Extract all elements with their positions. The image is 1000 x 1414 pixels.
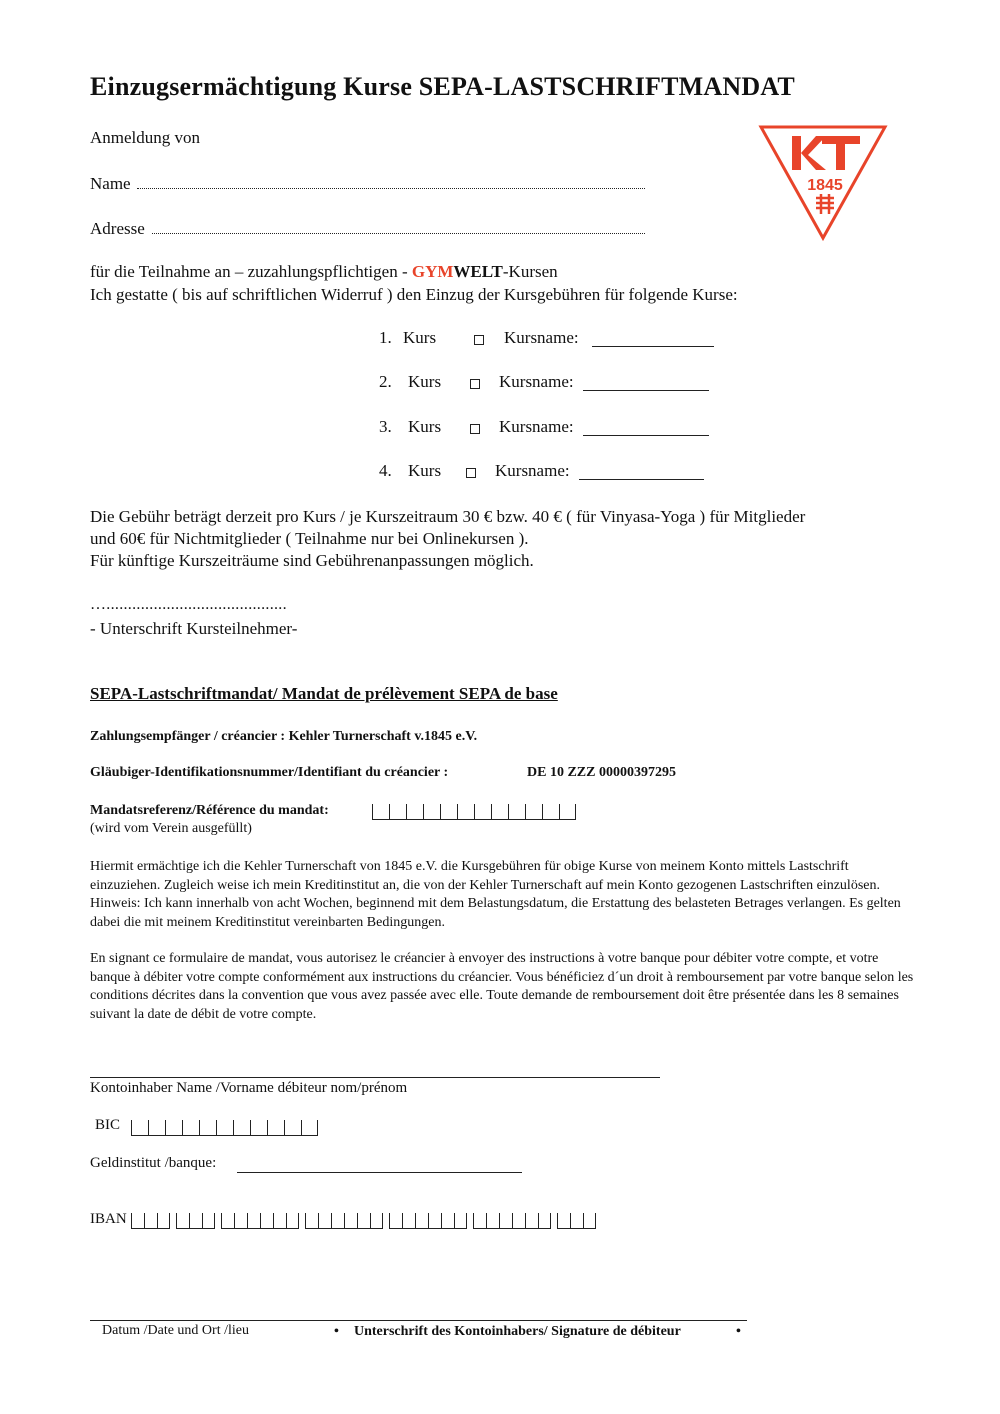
brand-welt: WELT [453,262,503,281]
participation-line2: Ich gestatte ( bis auf schriftlichen Widerruf ) den Einzug der Kursgebühren für folgende Kurse: [90,285,738,304]
course-2-checkbox[interactable] [470,379,480,389]
registration-heading: Anmeldung von [90,128,201,147]
logo-year: 1845 [807,177,843,194]
fees-line1: Die Gebühr beträgt derzeit pro Kurs / je Kurszeitraum 30 € bzw. 40 € ( für Vinyasa-Yoga ) für Mitglieder [90,507,806,526]
account-holder-label: Kontoinhaber Name /Vorname débiteur nom/prénom [90,1080,408,1096]
bic-label: BIC [95,1117,121,1133]
bank-field[interactable] [237,1172,522,1173]
course-2-name-label: Kursname: [499,372,574,391]
footer-signature-line[interactable] [90,1320,747,1321]
club-logo [758,124,888,242]
participant-signature-field[interactable]: ….......................................... [90,596,287,613]
course-2-name-field[interactable] [583,390,709,391]
course-4-checkbox[interactable] [466,468,476,478]
sepa-heading: SEPA-Lastschriftmandat/ Mandat de prélèvement SEPA de base [90,684,558,703]
mandate-ref-note: (wird vom Verein ausgefüllt) [90,821,252,836]
bullet-right: • [736,1324,741,1339]
name-field[interactable] [137,188,645,189]
participation-prefix: für die Teilnahme an – zuzahlungspflichtigen - [90,262,412,281]
iban-label: IBAN [90,1211,127,1227]
course-4-name-label: Kursname: [495,461,570,480]
date-place-label: Datum /Date und Ort /lieu [102,1323,249,1338]
address-field[interactable] [152,233,645,234]
course-2-number: 2. [379,372,392,391]
participation-line1 [90,262,558,282]
mandate-text-french: En signant ce formulaire de mandat, vous autorisez le créancier à envoyer des instructions à votre banque pour débiter votre compte, et votre banque à débiter votre compte conformément aux instructions du créancier. Vous bénéficiez d´un droit à remboursement par votre banque selon les conditions décrites dans la convention que vous avez passée avec elle. Toute demande de remboursement doit être présentée dans les 8 semaines suivant la date de débit de votre compte. [90,951,914,1022]
course-4-label: Kurs [408,461,442,480]
sepa-payee: Zahlungsempfänger / créancier : Kehler Turnerschaft v.1845 e.V. [90,729,478,744]
course-3-name-field[interactable] [583,435,709,436]
course-3-checkbox[interactable] [470,424,480,434]
bic-boxes[interactable] [131,1120,318,1140]
name-label: Name [90,174,131,193]
creditor-id-label: Gläubiger-Identifikationsnummer/Identifiant du créancier : [90,765,449,780]
iban-boxes[interactable] [131,1213,596,1233]
kt-logo-icon [758,124,888,242]
mandate-ref-boxes[interactable] [372,804,576,824]
fees-line3: Für künftige Kurszeiträume sind Gebührenanpassungen möglich. [90,551,534,570]
account-holder-field[interactable] [90,1077,660,1078]
course-1-name-label: Kursname: [504,328,579,347]
course-2-label: Kurs [408,372,442,391]
brand-gym: GYM [411,262,454,281]
address-label: Adresse [90,219,145,238]
course-3-number: 3. [379,417,392,436]
bank-label: Geldinstitut /banque: [90,1155,217,1171]
bullet-left: • [334,1324,339,1339]
page-title: Einzugsermächtigung Kurse SEPA-LASTSCHRIFTMANDAT [90,72,795,101]
course-1-checkbox[interactable] [474,335,484,345]
course-4-number: 4. [379,461,392,480]
course-1-number: 1. [379,328,392,347]
course-1-label: Kurs [403,328,437,347]
course-4-name-field[interactable] [579,479,704,480]
course-3-label: Kurs [408,417,442,436]
participation-suffix: -Kursen [502,262,558,281]
mandate-text-german: Hiermit ermächtige ich die Kehler Turnerschaft von 1845 e.V. die Kursgebühren für obige Kurse von meinem Konto mittels Lastschrift einzuziehen. Zugleich weise ich mein Kreditinstitut an, die von der Kehler Turnerschaft auf mein Konto gezogenen Lastschriften einzulösen. Hinweis: Ich kann innerhalb von acht Wochen, beginnend mit dem Belastungsdatum, die Erstattung des belasteten Betrages verlangen. Es gelten dabei die mit meinem Kreditinstitut vereinbarten Bedingungen. [90,859,901,930]
mandate-ref-label: Mandatsreferenz/Référence du mandat: [90,803,329,818]
account-holder-signature-label: Unterschrift des Kontoinhabers/ Signature de débiteur [354,1324,681,1339]
course-1-name-field[interactable] [592,346,714,347]
creditor-id-value: DE 10 ZZZ 00000397295 [527,765,676,780]
fees-line2: und 60€ für Nichtmitglieder ( Teilnahme nur bei Onlinekursen ). [90,529,529,548]
participant-signature-label: - Unterschrift Kursteilnehmer- [90,619,298,638]
course-3-name-label: Kursname: [499,417,574,436]
